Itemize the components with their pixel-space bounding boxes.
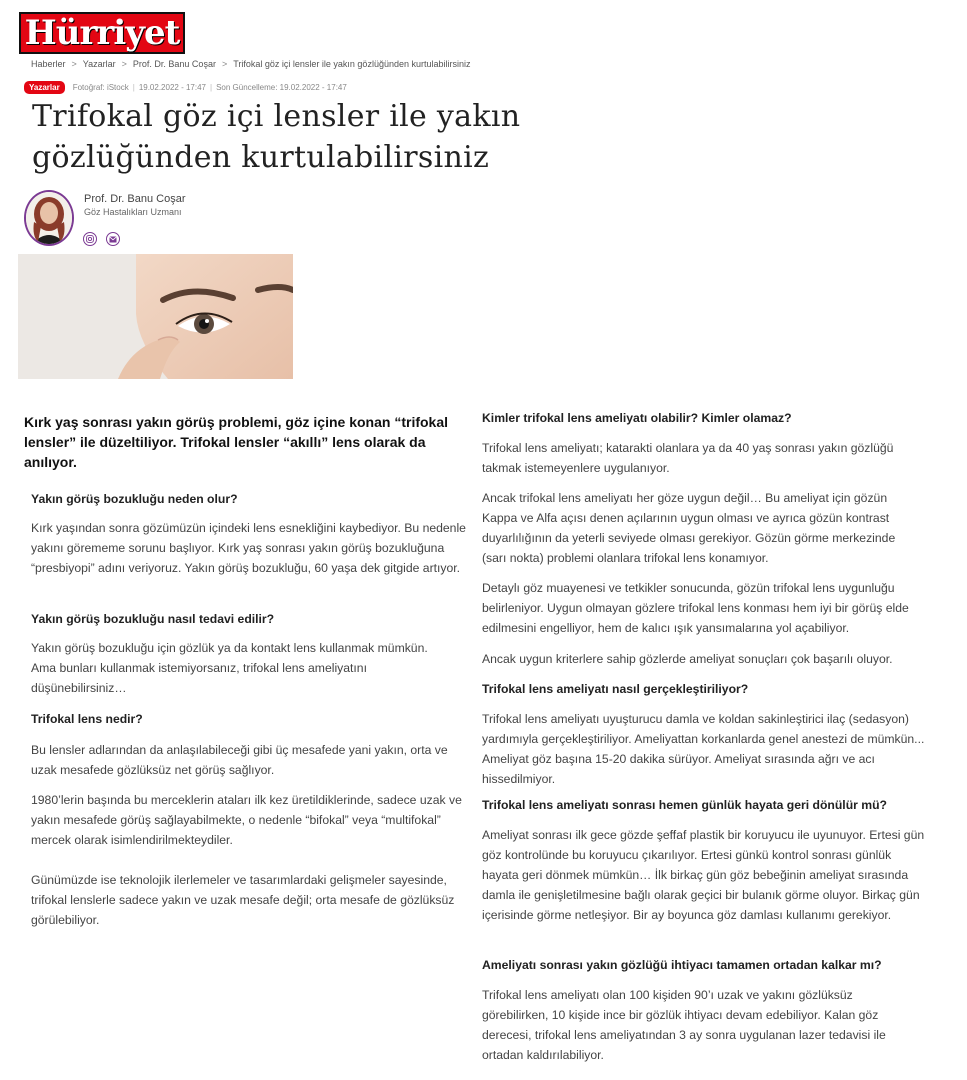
paragraph: Bu lensler adlarından da anlaşılabileceği gibi üç mesafede yani yakın, orta ve uzak mesafede gözlüksüz net görüş sağlıyor.	[31, 743, 448, 777]
author-portrait	[26, 192, 72, 244]
hurriyet-logo[interactable]	[19, 12, 185, 54]
divider: |	[132, 83, 135, 92]
paragraph: Kırk yaşından sonra gözümüzün içindeki lens esnekliğini kaybediyor. Bu nedenle yakını görememe sorunu başlıyor. Kırk yaş sonrası yakın görüş bozukluğuna “presbiyopi” adını veriyoruz. Yakın görüş bozukluğu, 60 yaşa dek gitgide artıyor.	[31, 521, 466, 575]
article-title-line1: Trifokal göz içi lensler ile yakın	[32, 99, 521, 134]
author-title: Göz Hastalıkları Uzmanı	[84, 207, 182, 217]
updated-date: Son Güncelleme: 19.02.2022 - 17:47	[216, 83, 347, 92]
chevron-right-icon: >	[121, 59, 127, 69]
category-badge[interactable]: Yazarlar	[24, 81, 65, 94]
paragraph: Trifokal lens ameliyatı olan 100 kişiden 90’ı uzak ve yakını gözlüksüz görebilirken, 10 kişide ince bir gözlük ihtiyacı devam edebiliyor. Kalan göz derecesi, trifokal lens ameliyatından 3 ay sonra uygulanan lazer tedavisi ile ortadan kaldırılabiliyor.	[482, 988, 886, 1062]
article-hero-image	[18, 254, 293, 379]
paragraph: Detaylı göz muayenesi ve tetkikler sonucunda, gözün trifokal lens uygunluğu belirleniyor. Uygun olmayan gözlere trifokal lens konması hem iyi bir görüş elde edilmesini engelliyor, hem de kalıcı ışık yansımalarına yol açabiliyor.	[482, 581, 909, 635]
article-lead: Kırk yaş sonrası yakın görüş problemi, göz içine konan “trifokal lensler” ile düzeltiliyor. Trifokal lensler “akıllı” lens olarak da anılıyor.	[24, 414, 449, 470]
paragraph: Ancak uygun kriterlere sahip gözlerde ameliyat sonuçları çok başarılı oluyor.	[482, 652, 893, 666]
paragraph: Ancak trifokal lens ameliyatı her göze uygun değil… Bu ameliyat için gözün Kappa ve Alfa açısı denen açılarının uygun olması ve ayrıca gözün kontrast duyarlılığının da yeterli seviyede olması gerekiyor. Gözün görme merkezinde (sarı nokta) problemi olanlara trifokal lens konamıyor.	[482, 491, 896, 565]
paragraph: 1980’lerin başında bu merceklerin ataları ilk kez üretildiklerinde, sadece uzak ve yakın mesafede görüş sağlayabilmekte, o nedenle “bifokal” veya “multifokal” mercek olarak isimlendirilmekteydiler.	[31, 793, 462, 847]
breadcrumb-item-current: Trifokal göz içi lensler ile yakın gözlüğünden kurtulabilirsiniz	[233, 59, 471, 69]
breadcrumb-item-authors[interactable]: Yazarlar	[82, 59, 116, 69]
section-heading: Trifokal lens ameliyatı sonrası hemen günlük hayata geri dönülür mü?	[482, 798, 887, 812]
published-date: 19.02.2022 - 17:47	[138, 83, 206, 92]
section-heading: Kimler trifokal lens ameliyatı olabilir? Kimler olamaz?	[482, 411, 792, 425]
paragraph: Ameliyat sonrası ilk gece gözde şeffaf plastik bir koruyucu ile uyunuyor. Ertesi gün göz kontrolünde bu koruyucu çıkarılıyor. Ertesi günkü kontrol sonrası günlük hayata geri dönmek mümkün… İlk birkaç gün göz bebeğinin ameliyat sırasında damla ile genişletilmesine bağlı olarak geçici bir bulanık görme oluyor. Birkaç gün içerisinde görme netleşiyor. Bir ay boyunca göz damlası kullanımı gerekiyor.	[482, 828, 925, 922]
breadcrumb	[31, 59, 471, 69]
article-meta	[24, 81, 347, 94]
chevron-right-icon: >	[221, 59, 228, 69]
instagram-icon[interactable]	[83, 232, 97, 246]
section-heading: Trifokal lens ameliyatı nasıl gerçekleştiriliyor?	[482, 682, 749, 696]
breadcrumb-item-home[interactable]: Haberler	[31, 59, 66, 69]
section-heading: Yakın görüş bozukluğu neden olur?	[31, 492, 238, 506]
chevron-right-icon: >	[71, 59, 77, 69]
section-heading: Yakın görüş bozukluğu nasıl tedavi edilir?	[31, 612, 275, 626]
breadcrumb-item-author[interactable]: Prof. Dr. Banu Coşar	[132, 59, 216, 69]
section-heading: Trifokal lens nedir?	[31, 712, 143, 726]
photo-credit: Fotoğraf: iStock	[72, 83, 129, 92]
paragraph: Yakın görüş bozukluğu için gözlük ya da kontakt lens kullanmak mümkün. Ama bunları kullanmak istemiyorsanız, trifokal lens ameliyatını düşünebilirsiniz…	[31, 641, 428, 695]
article-title-line2: gözlüğünden kurtulabilirsiniz	[32, 140, 490, 175]
paragraph: Trifokal lens ameliyatı uyuşturucu damla ve koldan sakinleştirici ilaç (sedasyon) yardımıyla gerçekleştiriliyor. Ameliyattan korkanlarda genel anestezi de mümkün... Ameliyat göz başına 15-20 dakika sürüyor. Ameliyat sırasında ağrı ve acı hissedilmiyor.	[482, 712, 925, 786]
paragraph: Günümüzde ise teknolojik ilerlemeler ve tasarımlardaki gelişmeler sayesinde, trifokal lenslerle sadece yakın ve uzak mesafe değil; orta mesafe de gözlüksüz görülebiliyor.	[31, 873, 455, 927]
author-avatar[interactable]	[24, 190, 74, 246]
paragraph: Trifokal lens ameliyatı; katarakti olanlara ya da 40 yaş sonrası yakın gözlüğü takmak istemeyenlere uygulanıyor.	[482, 441, 894, 475]
logo-text: Hürriyet	[24, 13, 180, 53]
section-heading: Ameliyatı sonrası yakın gözlüğü ihtiyacı tamamen ortadan kalkar mı?	[482, 958, 882, 972]
author-name[interactable]: Prof. Dr. Banu Coşar	[84, 193, 186, 205]
mail-icon[interactable]	[106, 232, 120, 246]
divider: |	[209, 83, 213, 92]
article-title	[32, 96, 552, 178]
